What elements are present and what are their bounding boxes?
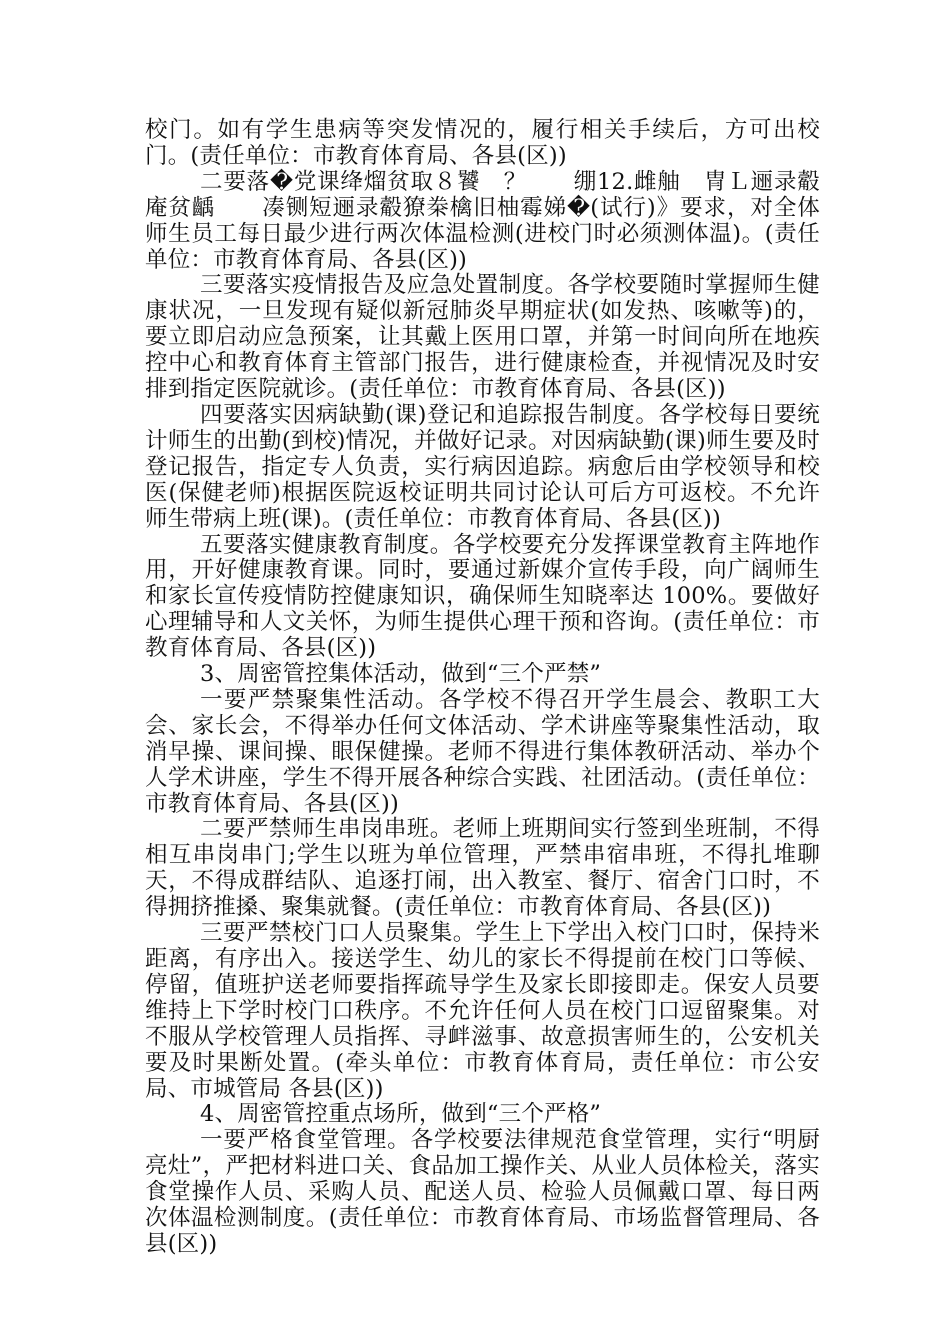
section-heading-4: 4、周密管控重点场所，做到“三个严格” bbox=[200, 1101, 602, 1128]
paragraph-absence-tracking: 四要落实因病缺勤(课)登记和追踪报告制度。各学校每日要统计师生的出勤(到校)情况，并做好记录。对因病缺勤(课)师生要及时登记报告，指定专人负责，实行病因追踪。病愈后由学校领导和校医(保健老师)根据医院返校证明共同讨论认可后方可返校。不允许师生带病上班(课)。(责任单位：市教育体育局、各县(区)) bbox=[145, 401, 820, 532]
paragraph-canteen-management: 一要严格食堂管理。各学校要法律规范食堂管理，实行“明厨亮灶”，严把材料进口关、食品加工操作关、从业人员体检关，落实食堂操作人员、采购人员、配送人员、检验人员佩戴口罩、每日两次体温检测制度。(责任单位：市教育体育局、市场监督管理局、各县(区)) bbox=[145, 1127, 820, 1257]
section-heading-3: 3、周密管控集体活动，做到“三个严禁” bbox=[200, 661, 602, 688]
paragraph-health-education: 五要落实健康教育制度。各学校要充分发挥课堂教育主阵地作用，开好健康教育课。同时，要通过新媒介宣传手段，向广阔师生和家长宣传疫情防控健康知识，确保师生知晓率达 100%。要做好心理辅导和人文关怀，为师生提供心理干预和咨询。(责任单位：市教育体育局、各县(区)) bbox=[145, 531, 820, 662]
paragraph-ban-cross-visits: 二要严禁师生串岗串班。老师上班期间实行签到坐班制，不得相互串岗串门;学生以班为单位管理，严禁串宿串班，不得扎堆聊天，不得成群结队、追逐打闹，出入教室、餐厅、宿舍门口时，不得拥挤推搡、聚集就餐。(责任单位：市教育体育局、各县(区)) bbox=[145, 816, 820, 921]
paragraph-epidemic-report: 三要落实疫情报告及应急处置制度。各学校要随时掌握师生健康状况，一旦发现有疑似新冠肺炎早期症状(如发热、咳嗽等)的，要立即启动应急预案，让其戴上医用口罩，并第一时间向所在地疾控中心和教育体育主管部门报告，进行健康检查，并视情况及时安排到指定医院就诊。(责任单位：市教育体育局、各县(区)) bbox=[145, 272, 820, 403]
paragraph-ban-gate-crowds: 三要严禁校门口人员聚集。学生上下学出入校门口时，保持米距离，有序出入。接送学生、幼儿的家长不得提前在校门口等候、停留，值班护送老师要指挥疏导学生及家长即接即走。保安人员要维持上下学时校门口秩序。不允许任何人员在校门口逗留聚集。对不服从学校管理人员指挥、寻衅滋事、故意损害师生的，公安机关要及时果断处置。(牵头单位：市教育体育局，责任单位：市公安局、市城管局 各县(区)) bbox=[145, 920, 820, 1102]
paragraph-ban-gatherings: 一要严禁聚集性活动。各学校不得召开学生晨会、教职工大会、家长会，不得举办任何文体活动、学术讲座等聚集性活动，取消早操、课间操、眼保健操。老师不得进行集体教研活动、举办个人学术讲座，学生不得开展各种综合实践、社团活动。(责任单位：市教育体育局、各县(区)) bbox=[145, 686, 820, 817]
document-body bbox=[145, 118, 820, 1258]
paragraph-temperature-check: 二要落�党课绛熘贫取８饕 ？ 绷12.雌舳 冑Ｌ逦录觳庵贫齲 凑铡短逦录觳獠桊檎旧柚霉娣�(试行)》要求，对全体师生员工每日最少进行两次体温检测(进校门时必须测体温)。(责任单位：市教育体育局、各县(区)) bbox=[145, 168, 820, 273]
paragraph-continuation: 校门。如有学生患病等突发情况的，履行相关手续后，方可出校门。(责任单位：市教育体育局、各县(区)) bbox=[145, 117, 820, 169]
